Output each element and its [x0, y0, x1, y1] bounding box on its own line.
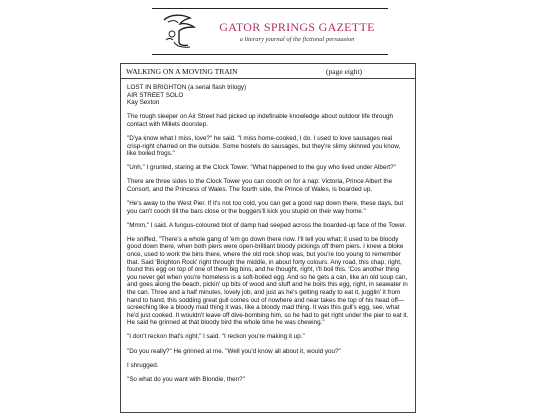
- gazette-subtitle: a literary journal of the fictional persuasion: [239, 36, 355, 43]
- story-paragraph: "D'ya know what I miss, love?" he said. "I miss home-cooked, I do. I used to love sausages real crisp-right charred on the outside. Some hostels do sausages, but they're slimy skinned you know, like boiled frogs.": [127, 134, 401, 158]
- author: Kay Sexton: [127, 99, 160, 107]
- series-title: LOST IN BRIGHTON (a serial flash trilogy): [127, 84, 247, 91]
- gator-logo-icon: [160, 12, 200, 50]
- story-box: [120, 63, 416, 413]
- story-intro: [127, 84, 409, 107]
- story-paragraph: There are three sides to the Clock Tower you can cooch on for a nap: Victoria, Prince Albert the Consort, and the Princess of Wales. The fourth side, the Prince of Wales, is boarded up.: [127, 178, 393, 193]
- story-title: AIR STREET SOLO: [127, 91, 184, 99]
- story-body: [121, 79, 415, 383]
- story-heading: WALKING ON A MOVING TRAIN: [126, 66, 238, 76]
- story-paragraph: "He's away to the West Pier. If it's not too cold, you can get a good nap down there, these days, but you can't cooch till the bars close or the buggers'll kick you stupid on their way home.": [127, 200, 404, 215]
- masthead-top-rule: [152, 8, 388, 9]
- story-paragraph: "I don't reckon that's right," I said. "I reckon you're making it up.": [127, 333, 305, 341]
- story-paragraph: "Mmm," I said. A fungus-coloured blot of damp had seeped across the boarded-up face of the Tower.: [127, 221, 407, 229]
- story-paragraph: The rough sleeper on Air Street had picked up indefinable knowledge about outdoor life through contact with Millets doorstep.: [127, 113, 394, 128]
- story-paragraph: "Do you really?" He grinned at me. "Well you'd know all about it, would you?": [127, 347, 341, 355]
- page-label: (page eight): [326, 66, 363, 76]
- story-header: [121, 64, 415, 79]
- story-paragraph: "Unh," I grunted, staring at the Clock Tower. "What happened to the guy who lived under Albert?": [127, 164, 396, 172]
- story-paragraph: I shrugged.: [127, 361, 159, 369]
- masthead-bottom-rule: [152, 54, 388, 55]
- story-paragraph: "So what do you want with Blondie, then?": [127, 375, 245, 383]
- gazette-title: GATOR SPRINGS GAZETTE: [219, 20, 375, 34]
- story-paragraph: He sniffed, "There's a whole gang of 'em go down there now. I'll tell you what; it used to be bloody good down there, when both piers were open-brilliant bloody pickings off them piers. I knew a bloke once, used to work the bins there, where the old rock shop was, but you're too young to remember that. Said 'Brighton Rock' right through the middle, in about forty colours. Any road, this chap, right, found this egg on top of one of them big bins, and he thought, right, I'll boil this. 'Cos another thing you never get when you're homeless is a soft-boiled egg. And so he gets a can, like an old soup can, and goes along the beach, pickin' up bits of wood and stuff and he boils this egg, right, in seawater in the can. Three and a half minutes, lovely job, and just as he's getting ready to eat it, jugglin' it from hand to hand, this sodding great gull comes out of nowhere and near takes the top of his head off—screeching like a bloody mad thing it was, like a bloody mad thing. It was this gull's egg, see, what he'd just cooked. It wouldn't leave off dive-bombing him, so he had to get right under the pier to eat it. He said he grinned at that bloody bird the whole time he was chewing.": [127, 235, 409, 327]
